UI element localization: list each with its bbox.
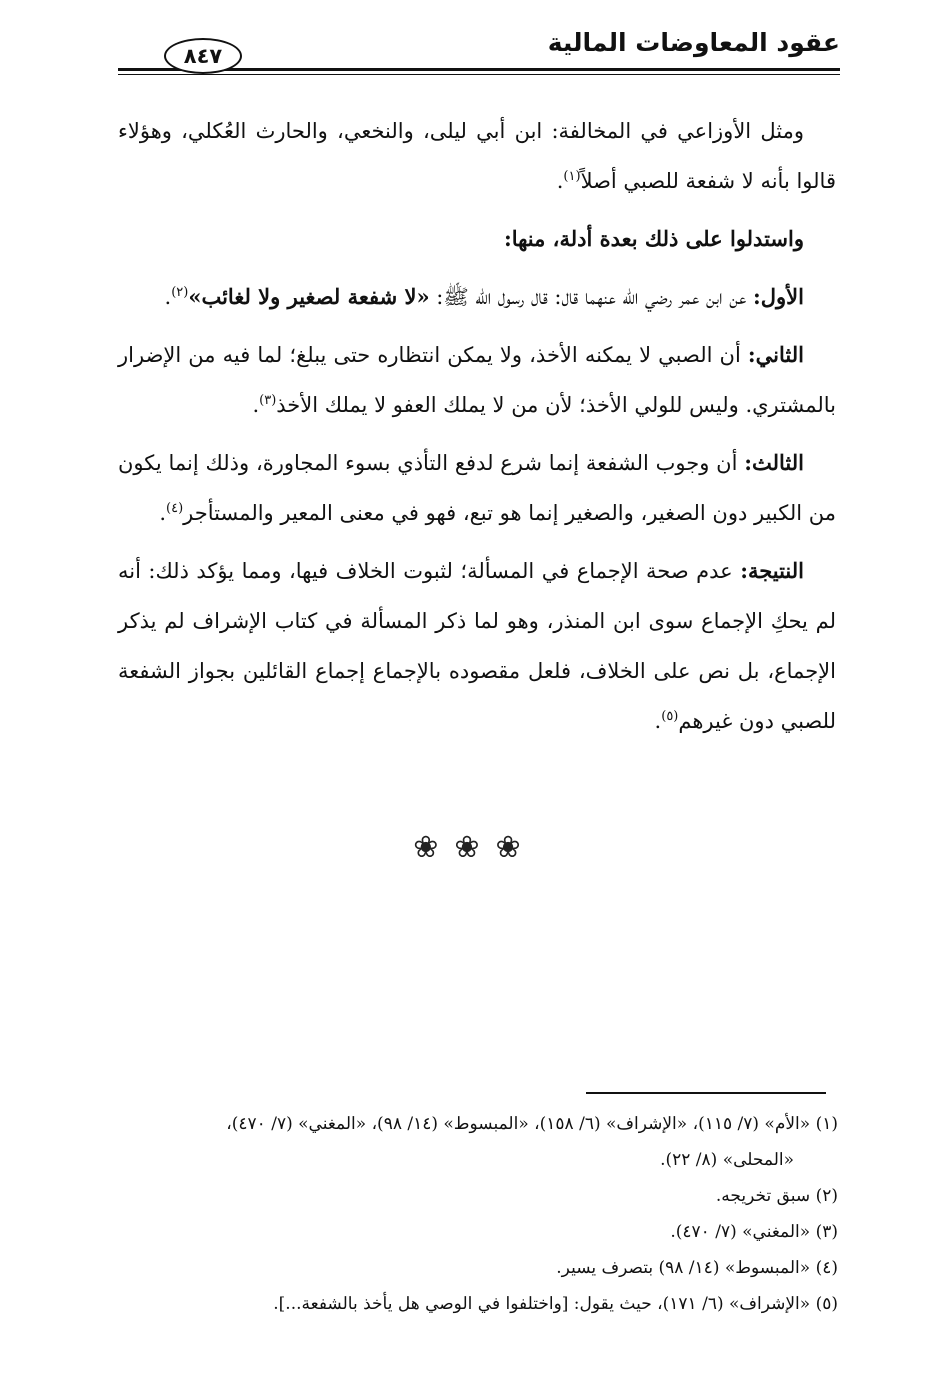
footnote-2: (٢) سبق تخريجه.: [715, 1186, 838, 1206]
footnote-rule: [586, 1092, 826, 1094]
footnote-ref: (٣): [259, 393, 277, 408]
main-text: [118, 106, 836, 754]
footnote-ref: (٢): [171, 285, 189, 300]
evidence-label: الثاني:: [747, 342, 804, 367]
footnotes: [118, 1106, 838, 1322]
footnote-ref: (٤): [166, 501, 184, 516]
evidence-first: الأول: عن ابن عمر رضي الله عنهما قال: قال رسول الله ﷺ: «لا شفعة لصغير ولا لغائب»$^{(٢)}$.: [164, 284, 804, 309]
page-header: [118, 28, 840, 80]
hadith-quote: «لا شفعة لصغير ولا لغائب»: [188, 284, 430, 309]
paragraph-1: ومثل الأوزاعي في المخالفة: ابن أبي ليلى، والنخعي، والحارث العُكلي، وهؤلاء قالوا بأنه لا شفعة للصبي أصلاً$^{(١)}$.: [118, 119, 836, 193]
evidence-second: الثاني: أن الصبي لا يمكنه الأخذ، ولا يمكن انتظاره حتى يبلغ؛ لما فيه من الإضرار بالمشتري. وليس للولي الأخذ؛ لأن من لا يملك العفو لا يملك الأخذ$^{(٣)}$.: [118, 342, 836, 417]
page-number: ٨٤٧: [164, 38, 242, 74]
footnote-4: (٤) «المبسوط» (١٤/ ٩٨) بتصرف يسير.: [556, 1258, 838, 1278]
footnote-ref: (١): [563, 169, 581, 184]
book-title: عقود المعاوضات المالية: [547, 28, 840, 57]
ornament-divider-icon: ❀❀❀: [413, 830, 537, 865]
evidence-third: الثالث: أن وجوب الشفعة إنما شرع لدفع التأذي بسوء المجاورة، وذلك إنما يكون من الكبير دون الصغير، والصغير إنما هو تبع، فهو في معنى المعير والمستأجر$^{(٤)}$.: [118, 450, 836, 525]
footnote-1: (١) «الأم» (٧/ ١١٥)، «الإشراف» (٦/ ١٥٨)، «المبسوط» (١٤/ ٩٨)، «المغني» (٧/ ٤٧٠)،: [226, 1114, 838, 1134]
footnote-5: (٥) «الإشراف» (٦/ ١٧١)، حيث يقول: [واختلفوا في الوصي هل يأخذ بالشفعة...].: [273, 1294, 838, 1314]
header-rule-thin: [118, 74, 840, 75]
footnote-3: (٣) «المغني» (٧/ ٤٧٠).: [670, 1222, 838, 1242]
evidence-label: الثالث:: [744, 450, 804, 475]
paragraph-2: واستدلوا على ذلك بعدة أدلة، منها:: [503, 226, 804, 251]
conclusion-label: النتيجة:: [740, 558, 804, 583]
conclusion: النتيجة: عدم صحة الإجماع في المسألة؛ لثبوت الخلاف فيها، ومما يؤكد ذلك: أنه لم يحكِ الإجماع سوى ابن المنذر، وهو لما ذكر المسألة في كتاب الإشراف لم يذكر الإجماع، بل نص على الخلاف، فلعل مقصوده بالإجماع إجماع القائلين بجواز الشفعة للصبي دون غيرهم$^{(٥)}$.: [118, 558, 836, 733]
footnote-1-cont: «المحلى» (٨/ ٢٢).: [660, 1150, 794, 1170]
evidence-label: الأول:: [753, 284, 804, 309]
footnote-ref: (٥): [661, 709, 679, 724]
